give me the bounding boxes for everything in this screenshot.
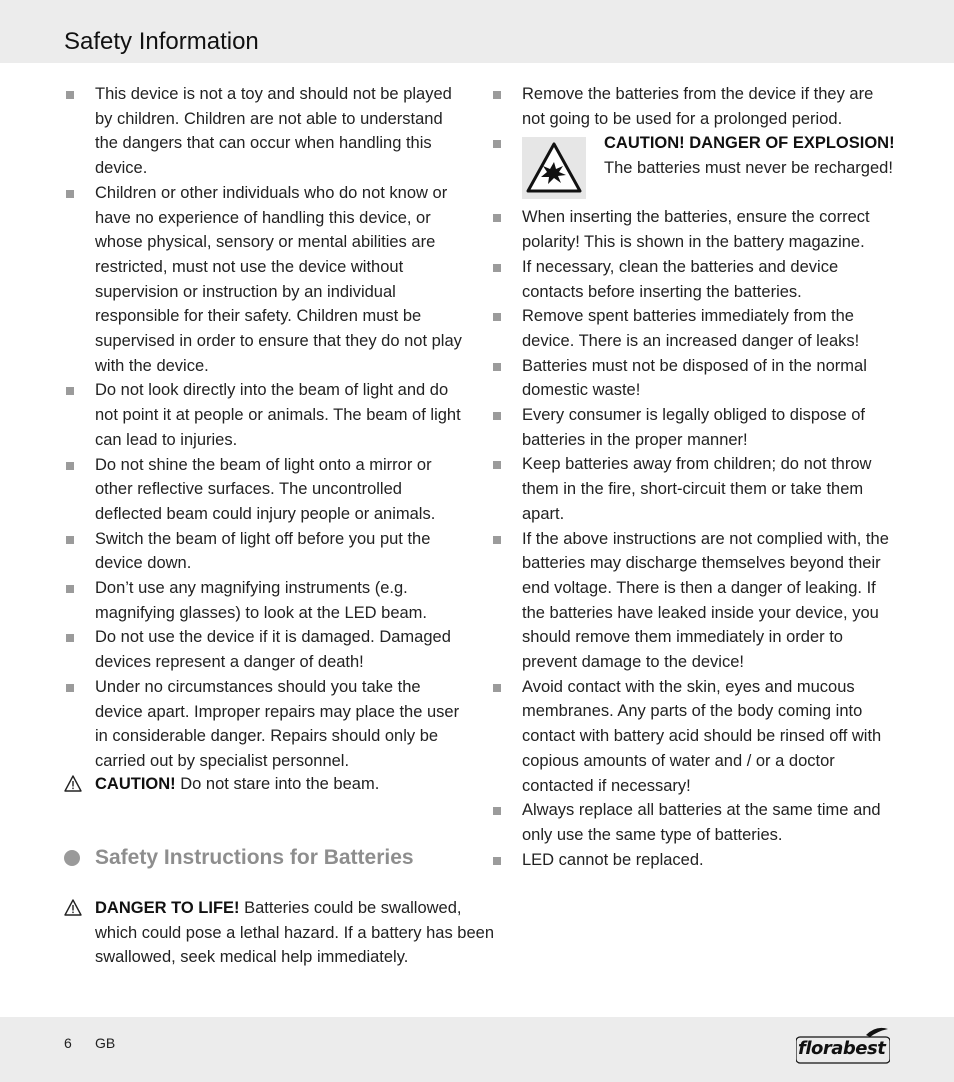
list-item: If necessary, clean the batteries and device contacts before inserting the batteries. — [491, 255, 895, 304]
section-title: Safety Instructions for Batteries — [95, 846, 414, 869]
list-item: Always replace all batteries at the same time and only use the same type of batteries. — [491, 798, 895, 847]
danger-note — [64, 896, 499, 970]
square-bullet-icon — [493, 91, 501, 99]
list-item: This device is not a toy and should not be played by children. Children are not able to understand the dangers that can occur when handling this device. — [64, 82, 468, 181]
square-bullet-icon — [493, 684, 501, 692]
section-bullet-icon — [64, 850, 80, 866]
page-number: 6 — [64, 1035, 72, 1051]
brand-name: florabest — [798, 1038, 886, 1059]
warning-triangle-icon — [64, 899, 82, 916]
list-item: Avoid contact with the skin, eyes and mucous membranes. Any parts of the body coming into contact with battery acid should be rinsed off with copious amounts of water and / or a doctor contacted if necessary! — [491, 675, 895, 799]
square-bullet-icon — [66, 536, 74, 544]
brand-logo — [796, 1025, 890, 1065]
danger-label: DANGER TO LIFE! — [95, 899, 240, 917]
explosion-hazard-icon — [522, 137, 586, 199]
list-item: Children or other individuals who do not know or have no experience of handling this device, or whose physical, sensory or mental abilities are restricted, must not use the device without supervision or instruction by an individual responsible for their safety. Children must be supervised in order to ensure that they do not play with the device. — [64, 181, 468, 379]
caution-note — [64, 772, 499, 797]
list-item: LED cannot be replaced. — [491, 848, 895, 873]
list-item: Under no circumstances should you take the device apart. Improper repairs may place the user in considerable danger. Repairs should only be carried out by specialist personnel. — [64, 675, 468, 774]
square-bullet-icon — [493, 214, 501, 222]
right-column — [491, 82, 895, 872]
safety-list — [64, 82, 468, 774]
warning-triangle-icon — [64, 775, 82, 792]
battery-list — [491, 82, 895, 872]
square-bullet-icon — [66, 190, 74, 198]
list-item: Don’t use any magnifying instruments (e.g. magnifying glasses) to look at the LED beam. — [64, 576, 468, 625]
square-bullet-icon — [493, 807, 501, 815]
page-footer — [0, 1017, 954, 1082]
square-bullet-icon — [493, 313, 501, 321]
list-item: If the above instructions are not complied with, the batteries may discharge themselves beyond their end voltage. There is then a danger of leaking. If the batteries have leaked inside your device, you should remove them immediately in order to prevent damage to the device! — [491, 527, 895, 675]
square-bullet-icon — [493, 857, 501, 865]
list-item: Do not look directly into the beam of light and do not point it at people or animals. The beam of light can lead to injuries. — [64, 378, 468, 452]
list-item: Do not shine the beam of light onto a mirror or other reflective surfaces. The uncontrolled deflected beam could injury people or animals. — [64, 453, 468, 527]
square-bullet-icon — [66, 684, 74, 692]
explosion-text: The batteries must never be recharged! — [604, 159, 893, 178]
square-bullet-icon — [493, 140, 501, 148]
list-item: Keep batteries away from children; do not throw them in the fire, short-circuit them or take them apart. — [491, 452, 895, 526]
section-heading — [64, 843, 484, 875]
left-column — [64, 82, 468, 774]
list-item: Remove the batteries from the device if they are not going to be used for a prolonged period. — [491, 82, 895, 131]
square-bullet-icon — [493, 461, 501, 469]
page-header — [0, 0, 954, 63]
country-code: GB — [95, 1035, 116, 1051]
explosion-warning-item — [491, 131, 895, 205]
square-bullet-icon — [66, 91, 74, 99]
square-bullet-icon — [493, 412, 501, 420]
caution-label: CAUTION! — [95, 775, 176, 793]
square-bullet-icon — [66, 387, 74, 395]
square-bullet-icon — [66, 462, 74, 470]
square-bullet-icon — [493, 363, 501, 371]
list-item: Do not use the device if it is damaged. Damaged devices represent a danger of death! — [64, 625, 468, 674]
danger-text: Batteries could be swallowed, which could pose a lethal hazard. If a battery has been swallowed, seek medical help immediately. — [95, 899, 495, 967]
square-bullet-icon — [493, 536, 501, 544]
list-item: Batteries must not be disposed of in the normal domestic waste! — [491, 354, 895, 403]
list-item: When inserting the batteries, ensure the correct polarity! This is shown in the battery magazine. — [491, 205, 895, 254]
caution-text: Do not stare into the beam. — [175, 775, 380, 793]
square-bullet-icon — [66, 585, 74, 593]
page-title: Safety Information — [64, 28, 259, 55]
list-item: Remove spent batteries immediately from the device. There is an increased danger of leaks! — [491, 304, 895, 353]
square-bullet-icon — [493, 264, 501, 272]
list-item: Switch the beam of light off before you put the device down. — [64, 527, 468, 576]
square-bullet-icon — [66, 634, 74, 642]
list-item: Every consumer is legally obliged to dispose of batteries in the proper manner! — [491, 403, 895, 452]
explosion-label: CAUTION! DANGER OF EXPLOSION! — [604, 134, 895, 153]
